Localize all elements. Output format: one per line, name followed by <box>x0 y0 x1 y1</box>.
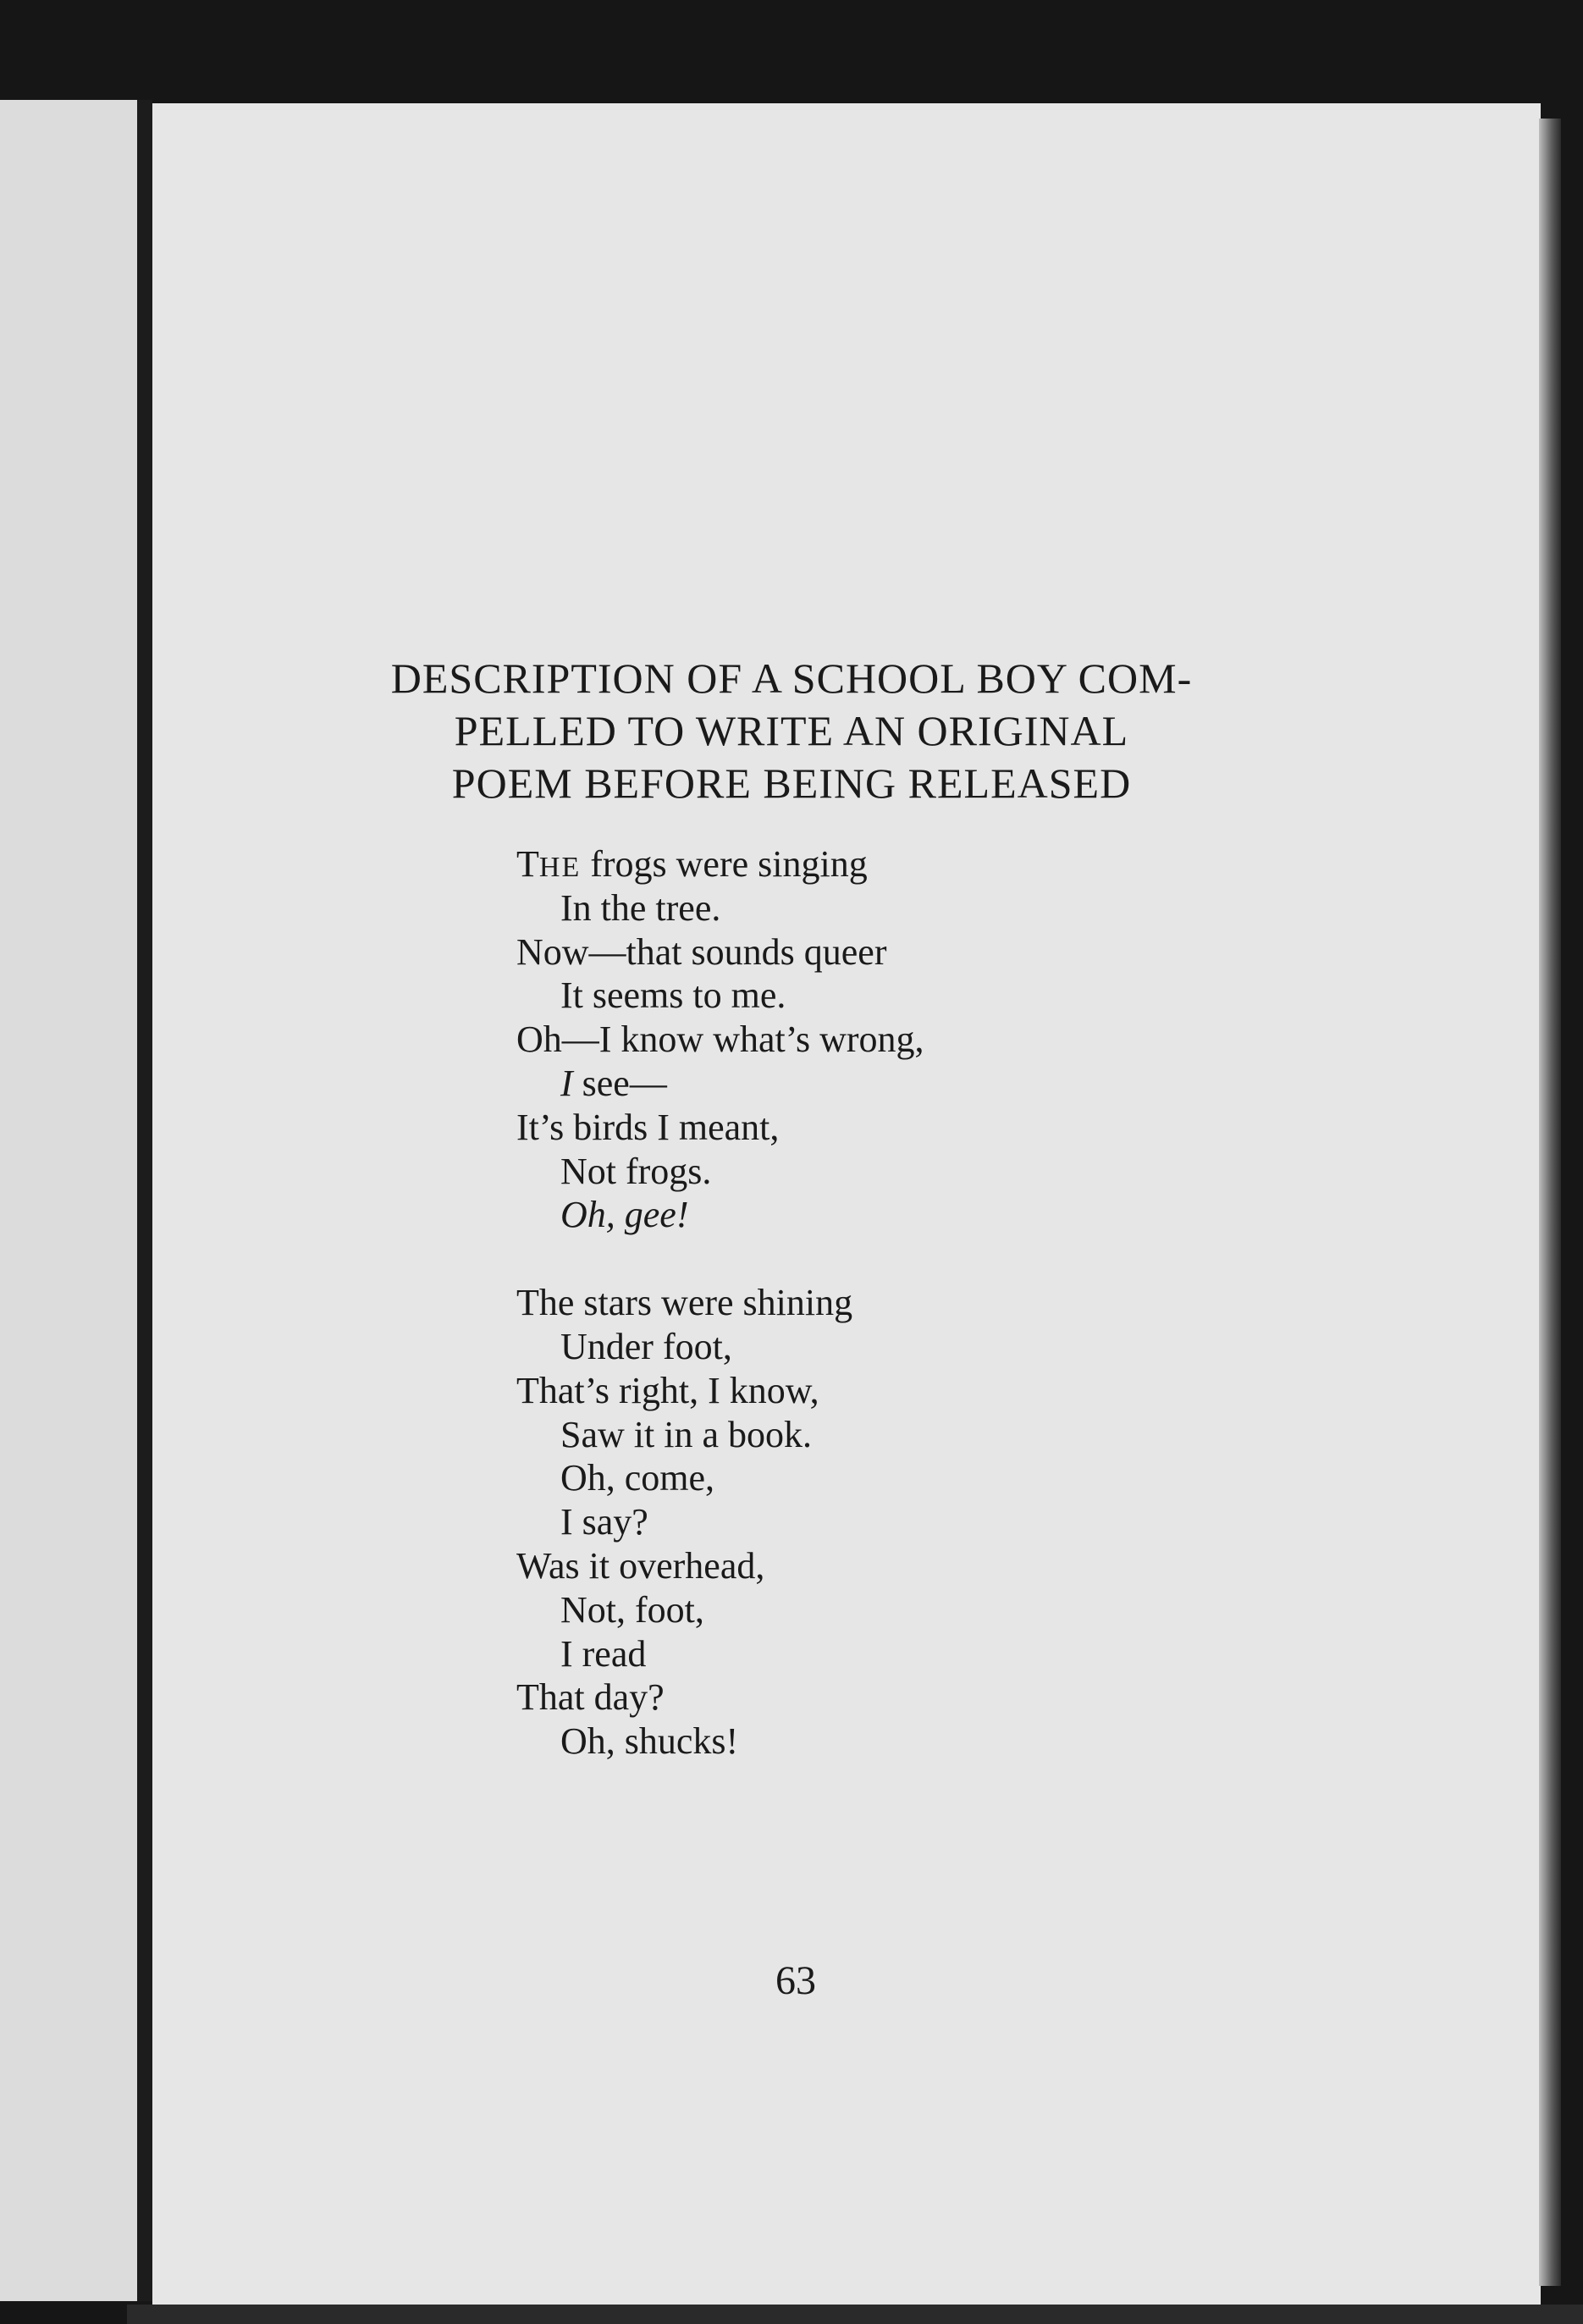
stanza-2 <box>516 1281 1194 1764</box>
bottom-shadow <box>127 2305 1583 2324</box>
poem-line: In the tree. <box>560 886 721 929</box>
poem-line: The stars were shining <box>516 1282 853 1324</box>
poem-line: Saw it in a book. <box>560 1413 812 1455</box>
poem-line: That day? <box>516 1676 665 1719</box>
small-caps-opening: THE <box>516 843 582 885</box>
opening-line-rest: frogs were singing <box>590 843 868 885</box>
poem-line: Now—that sounds queer <box>516 930 887 973</box>
poem-line: Oh—I know what’s wrong, <box>516 1018 924 1061</box>
poem-line: Not frogs. <box>560 1150 712 1192</box>
poem-line: Oh, shucks! <box>560 1720 739 1763</box>
poem-line: Oh, gee! <box>560 1194 689 1236</box>
poem-line: That’s right, I know, <box>516 1369 819 1411</box>
stanza-1 <box>516 842 1194 1237</box>
poem-line: Oh, come, <box>560 1457 715 1499</box>
poem-line: I say? <box>560 1501 648 1543</box>
title-line-1: DESCRIPTION OF A SCHOOL BOY COM- <box>390 654 1193 702</box>
poem-line <box>516 842 1194 886</box>
poem-line: I read <box>560 1632 647 1675</box>
page-number: 63 <box>775 1958 816 2003</box>
stanza-gap <box>516 1237 1194 1281</box>
page-edge <box>1539 119 1561 2286</box>
poem-line: Not, foot, <box>560 1588 704 1631</box>
poem-line: Under foot, <box>560 1325 732 1367</box>
poem-line <box>516 1062 1194 1106</box>
see-text: see— <box>582 1062 667 1104</box>
italic-i: I <box>560 1062 573 1104</box>
poem-line: It seems to me. <box>560 974 786 1017</box>
poem-body <box>516 842 1194 1764</box>
left-page-sliver <box>0 100 140 2301</box>
book-gutter <box>137 100 152 2301</box>
title-line-2: PELLED TO WRITE AN ORIGINAL <box>454 707 1129 754</box>
poem-line: Was it overhead, <box>516 1544 765 1587</box>
title-line-3: POEM BEFORE BEING RELEASED <box>451 759 1132 807</box>
poem-line: It’s birds I meant, <box>516 1106 780 1148</box>
poem-title <box>305 652 1278 809</box>
